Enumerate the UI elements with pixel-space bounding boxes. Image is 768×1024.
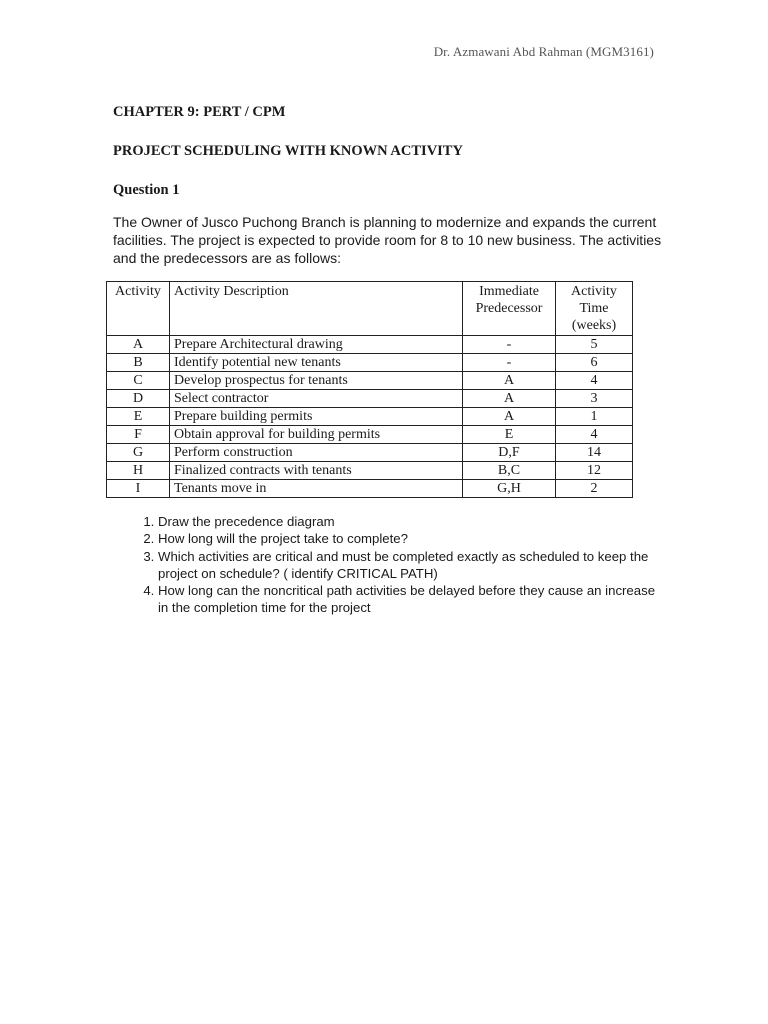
- cell-description: Finalized contracts with tenants: [170, 462, 463, 480]
- cell-description: Prepare building permits: [170, 408, 463, 426]
- question-intro-paragraph: [113, 213, 662, 267]
- header-immediate-predecessor: Immediate Predecessor: [463, 282, 556, 336]
- cell-activity: D: [107, 390, 170, 408]
- cell-description: Perform construction: [170, 444, 463, 462]
- cell-time: 12: [556, 462, 633, 480]
- cell-description: Prepare Architectural drawing: [170, 336, 463, 354]
- table-row: [107, 444, 633, 462]
- cell-predecessor: B,C: [463, 462, 556, 480]
- cell-predecessor: G,H: [463, 480, 556, 498]
- cell-predecessor: E: [463, 426, 556, 444]
- header-activity-description: Activity Description: [170, 282, 463, 336]
- page-header-author: Dr. Azmawani Abd Rahman (MGM3161): [433, 44, 654, 59]
- table-row: [107, 462, 633, 480]
- cell-time: 3: [556, 390, 633, 408]
- cell-description: Tenants move in: [170, 480, 463, 498]
- cell-time: 14: [556, 444, 633, 462]
- header-activity-time: Activity Time (weeks): [556, 282, 633, 336]
- question-item: 4. How long can the noncritical path activities be delayed before they cause an increase in the completion time for the project: [158, 582, 658, 617]
- table-row: [107, 408, 633, 426]
- question-item: 3. Which activities are critical and must be completed exactly as scheduled to keep the project on schedule? ( identify CRITICAL PATH): [158, 548, 658, 583]
- cell-predecessor: D,F: [463, 444, 556, 462]
- table-row: [107, 426, 633, 444]
- cell-activity: G: [107, 444, 170, 462]
- cell-description: Obtain approval for building permits: [170, 426, 463, 444]
- cell-predecessor: -: [463, 354, 556, 372]
- activities-table: [106, 281, 633, 498]
- questions-list: [113, 513, 658, 617]
- cell-predecessor: -: [463, 336, 556, 354]
- table-row: [107, 390, 633, 408]
- cell-activity: E: [107, 408, 170, 426]
- cell-activity: C: [107, 372, 170, 390]
- document-body: [113, 104, 662, 267]
- table-row: [107, 354, 633, 372]
- question-item: 2. How long will the project take to complete?: [158, 530, 658, 547]
- cell-activity: F: [107, 426, 170, 444]
- question-item: 1. Draw the precedence diagram: [158, 513, 658, 530]
- cell-activity: B: [107, 354, 170, 372]
- cell-activity: I: [107, 480, 170, 498]
- cell-activity: A: [107, 336, 170, 354]
- cell-time: 4: [556, 372, 633, 390]
- table-header-row: [107, 282, 633, 336]
- cell-time: 1: [556, 408, 633, 426]
- cell-predecessor: A: [463, 390, 556, 408]
- chapter-title: CHAPTER 9: PERT / CPM: [113, 104, 286, 120]
- table-row: [107, 480, 633, 498]
- cell-activity: H: [107, 462, 170, 480]
- cell-description: Develop prospectus for tenants: [170, 372, 463, 390]
- cell-description: Select contractor: [170, 390, 463, 408]
- cell-time: 2: [556, 480, 633, 498]
- cell-time: 4: [556, 426, 633, 444]
- intro-line: and the predecessors are as follows:: [113, 250, 342, 266]
- cell-time: 5: [556, 336, 633, 354]
- table-row: [107, 372, 633, 390]
- header-activity: Activity: [107, 282, 170, 336]
- cell-description: Identify potential new tenants: [170, 354, 463, 372]
- intro-line: facilities. The project is expected to provide room for 8 to 10 new business. The activities: [113, 232, 662, 248]
- question-title: Question 1: [113, 182, 180, 198]
- cell-time: 6: [556, 354, 633, 372]
- cell-predecessor: A: [463, 408, 556, 426]
- cell-predecessor: A: [463, 372, 556, 390]
- table-row: [107, 336, 633, 354]
- section-title: PROJECT SCHEDULING WITH KNOWN ACTIVITY: [113, 143, 463, 159]
- intro-line: The Owner of Jusco Puchong Branch is planning to modernize and expands the current: [113, 214, 657, 230]
